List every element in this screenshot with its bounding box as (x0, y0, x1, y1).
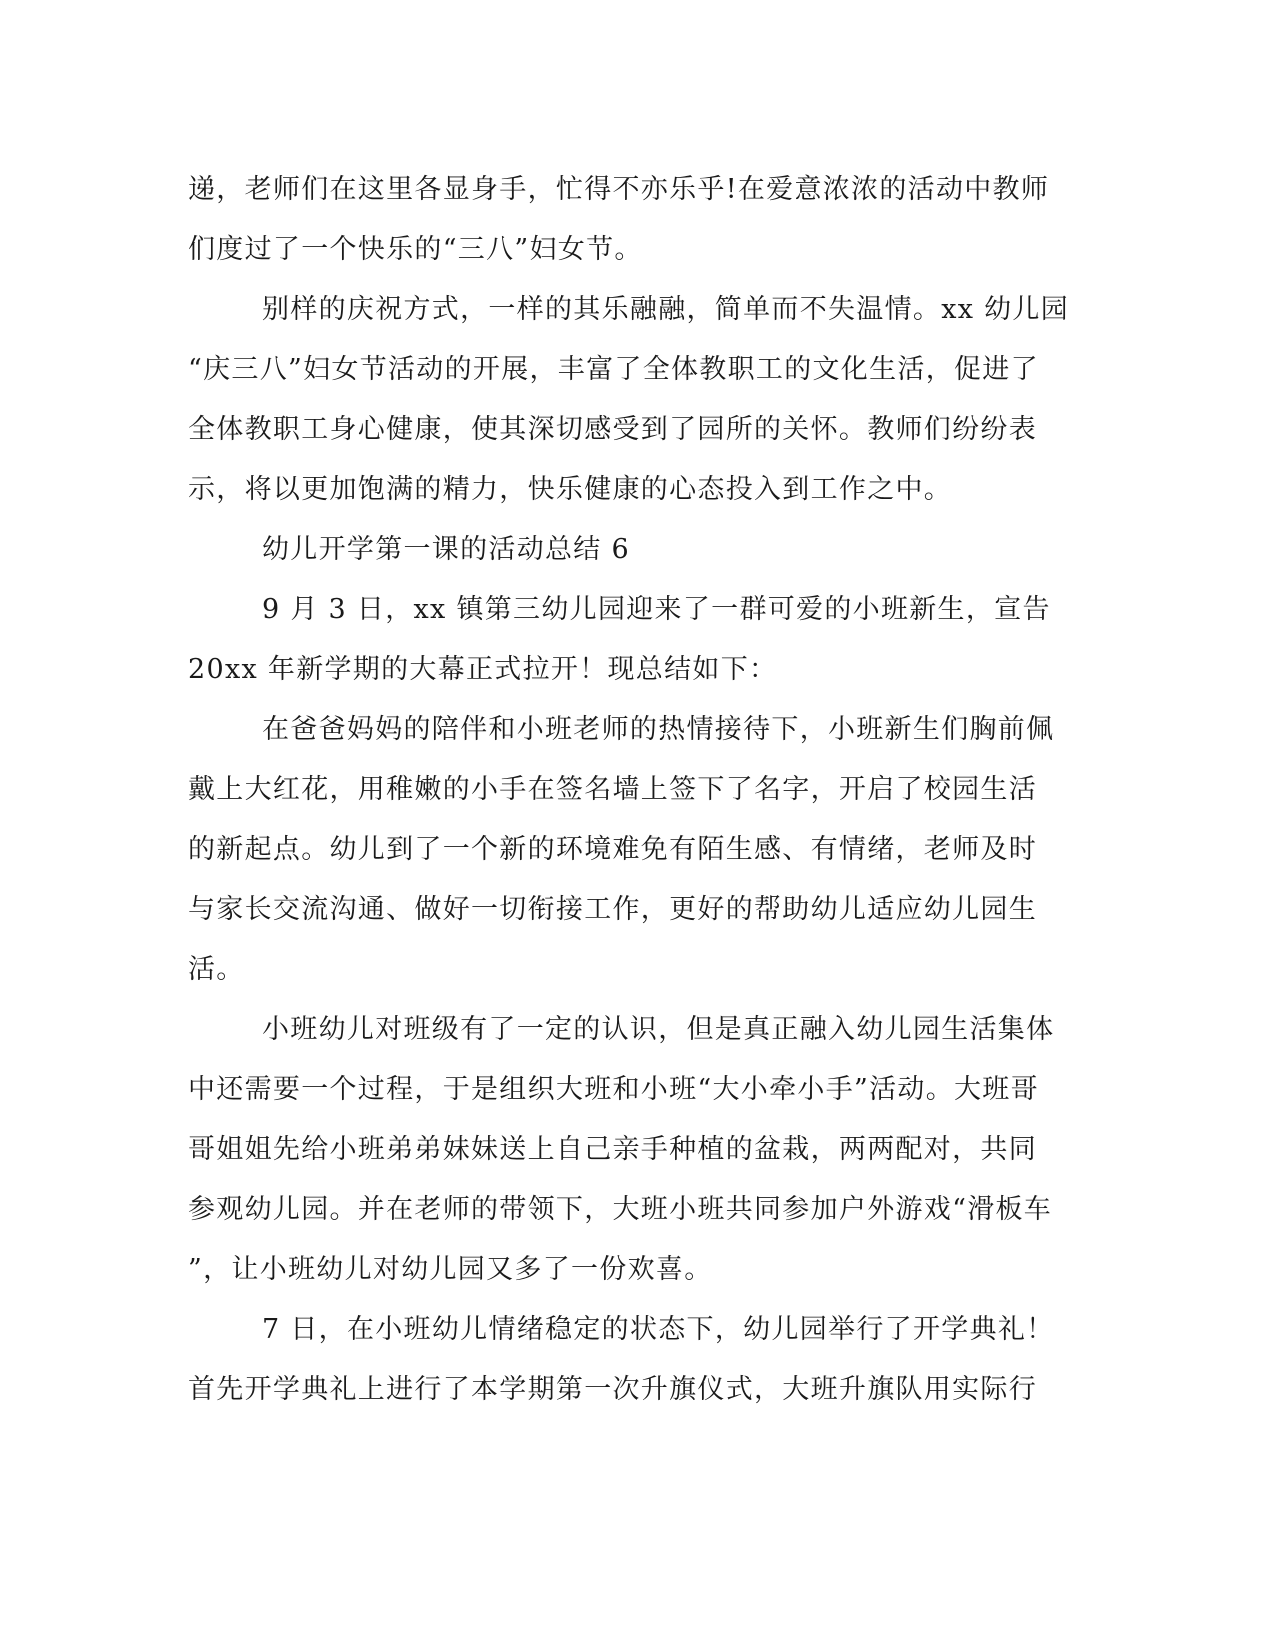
document-body (188, 160, 1068, 1420)
text-line: 活。 (188, 954, 245, 985)
text-line: ”，让小班幼儿对幼儿园又多了一份欢喜。 (188, 1254, 713, 1285)
section-heading: 幼儿开学第一课的活动总结 6 (262, 534, 630, 565)
text-line: 首先开学典礼上进行了本学期第一次升旗仪式，大班升旗队用实际行 (188, 1374, 1037, 1405)
paragraph-start-line: 7 日，在小班幼儿情绪稳定的状态下，幼儿园举行了开学典礼！ (262, 1314, 1055, 1345)
text-line: 们度过了一个快乐的“三八”妇女节。 (188, 234, 643, 265)
text-line: 中还需要一个过程，于是组织大班和小班“大小牵小手”活动。大班哥 (188, 1074, 1039, 1105)
text-line: 全体教职工身心健康，使其深切感受到了园所的关怀。教师们纷纷表 (188, 414, 1037, 445)
text-line: 示，将以更加饱满的精力，快乐健康的心态投入到工作之中。 (188, 474, 953, 505)
text-line: 戴上大红花，用稚嫩的小手在签名墙上签下了名字，开启了校园生活 (188, 774, 1037, 805)
paragraph-start-line: 9 月 3 日，xx 镇第三幼儿园迎来了一群可爱的小班新生，宣告 (262, 594, 1051, 625)
text-line: 20xx 年新学期的大幕正式拉开！现总结如下： (188, 654, 778, 685)
text-line: 哥姐姐先给小班弟弟妹妹送上自己亲手种植的盆栽，两两配对，共同 (188, 1134, 1037, 1165)
text-line: 参观幼儿园。并在老师的带领下，大班小班共同参加户外游戏“滑板车 (188, 1194, 1053, 1225)
paragraph-start-line: 小班幼儿对班级有了一定的认识，但是真正融入幼儿园生活集体 (262, 1014, 1055, 1045)
text-line: 的新起点。幼儿到了一个新的环境难免有陌生感、有情绪，老师及时 (188, 834, 1037, 865)
text-line: 递，老师们在这里各显身手，忙得不亦乐乎!在爱意浓浓的活动中教师 (188, 174, 1050, 205)
text-line: “庆三八”妇女节活动的开展，丰富了全体教职工的文化生活，促进了 (188, 354, 1039, 385)
text-line: 与家长交流沟通、做好一切衔接工作，更好的帮助幼儿适应幼儿园生 (188, 894, 1037, 925)
paragraph-start-line: 别样的庆祝方式，一样的其乐融融，简单而不失温情。xx 幼儿园 (262, 294, 1070, 325)
paragraph-start-line: 在爸爸妈妈的陪伴和小班老师的热情接待下，小班新生们胸前佩 (262, 714, 1055, 745)
